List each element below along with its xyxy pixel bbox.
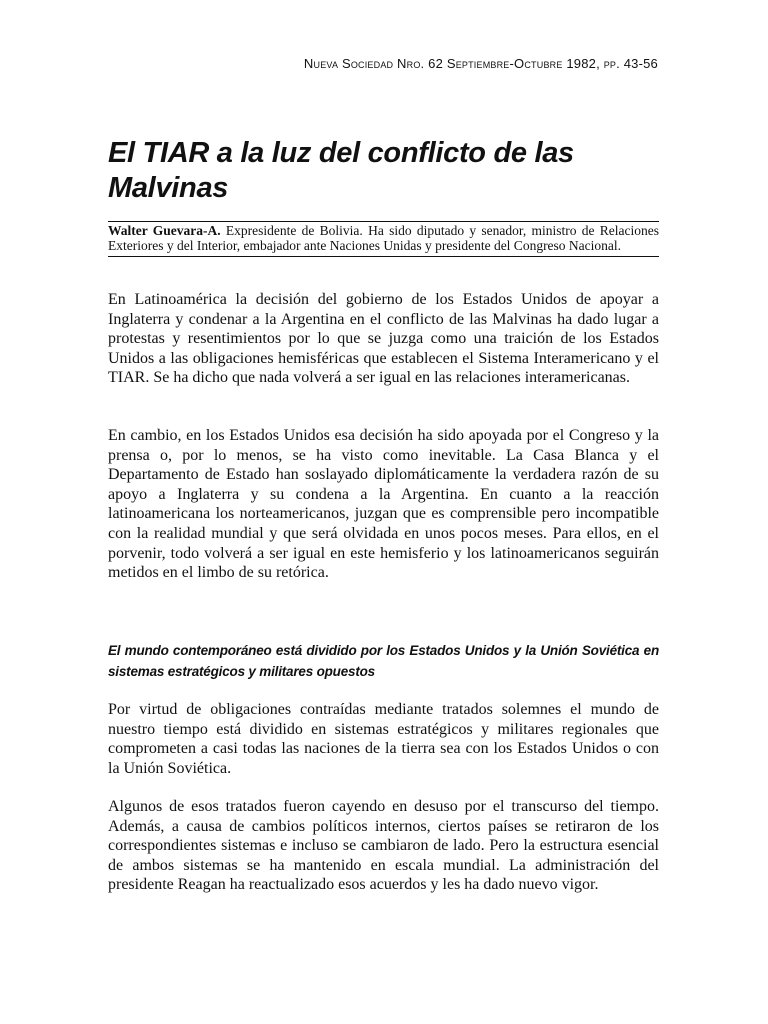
section-heading: El mundo contemporáneo está dividido por los Estados Unidos y la Unión Soviética en sistemas estratégicos y militares opuestos [108, 643, 659, 679]
article-title: El TIAR a la luz del conflicto de las Malvinas [108, 137, 574, 204]
body-paragraph-1: En Latinoamérica la decisión del gobierno de los Estados Unidos de apoyar a Inglaterra y condenar a la Argentina en el conflicto de las Malvinas ha dado lugar a protestas y resentimientos por lo que se juzga como una traición de los Estados Unidos a las obligaciones hemisféricas que establecen el Sistema Interamericano y el TIAR. Se ha dicho que nada volverá a ser igual en las relaciones interamericanas. [108, 291, 659, 387]
author-bio: Expresidente de Bolivia. Ha sido diputado y senador, ministro de Relaciones Exteriores y del Interior, embajador ante Naciones Unidas y presidente del Congreso Nacional. [108, 223, 660, 253]
author-name: Walter Guevara-A. [108, 223, 221, 238]
journal-header: Nueva Sociedad Nro. 62 Septiembre-Octubre 1982, pp. 43-56 [303, 56, 658, 71]
body-paragraph-2: En cambio, en los Estados Unidos esa decisión ha sido apoyada por el Congreso y la prensa o, por lo menos, se ha visto como inevitable. La Casa Blanca y el Departamento de Estado han soslayado diplomáticamente la verdadera razón de su apoyo a Inglaterra y su condena a la Argentina. En cuanto a la reacción latinoamericana los norteamericanos, juzgan que es comprensible pero incompatible con la realidad mundial y que será olvidada en unos pocos meses. Para ellos, en el porvenir, todo volverá a ser igual en este hemisferio y los latinoamericanos seguirán metidos en el limbo de su retórica. [108, 427, 659, 582]
section-paragraph-1: Por virtud de obligaciones contraídas mediante tratados solemnes el mundo de nuestro tiempo está dividido en sistemas estratégicos y militares regionales que comprometen a casi todas las naciones de la tierra sea con los Estados Unidos o con la Unión Soviética. [108, 701, 659, 777]
section-paragraph-2: Algunos de esos tratados fueron cayendo en desuso por el transcurso del tiempo. Además, a causa de cambios políticos internos, ciertos países se retiraron de los correspondientes sistemas e incluso se cambiaron de lado. Pero la estructura esencial de ambos sistemas se ha mantenido en escala mundial. La administración del presidente Reagan ha reactualizado esos acuerdos y les ha dado nuevo vigor. [108, 798, 659, 894]
author-block [108, 221, 659, 257]
